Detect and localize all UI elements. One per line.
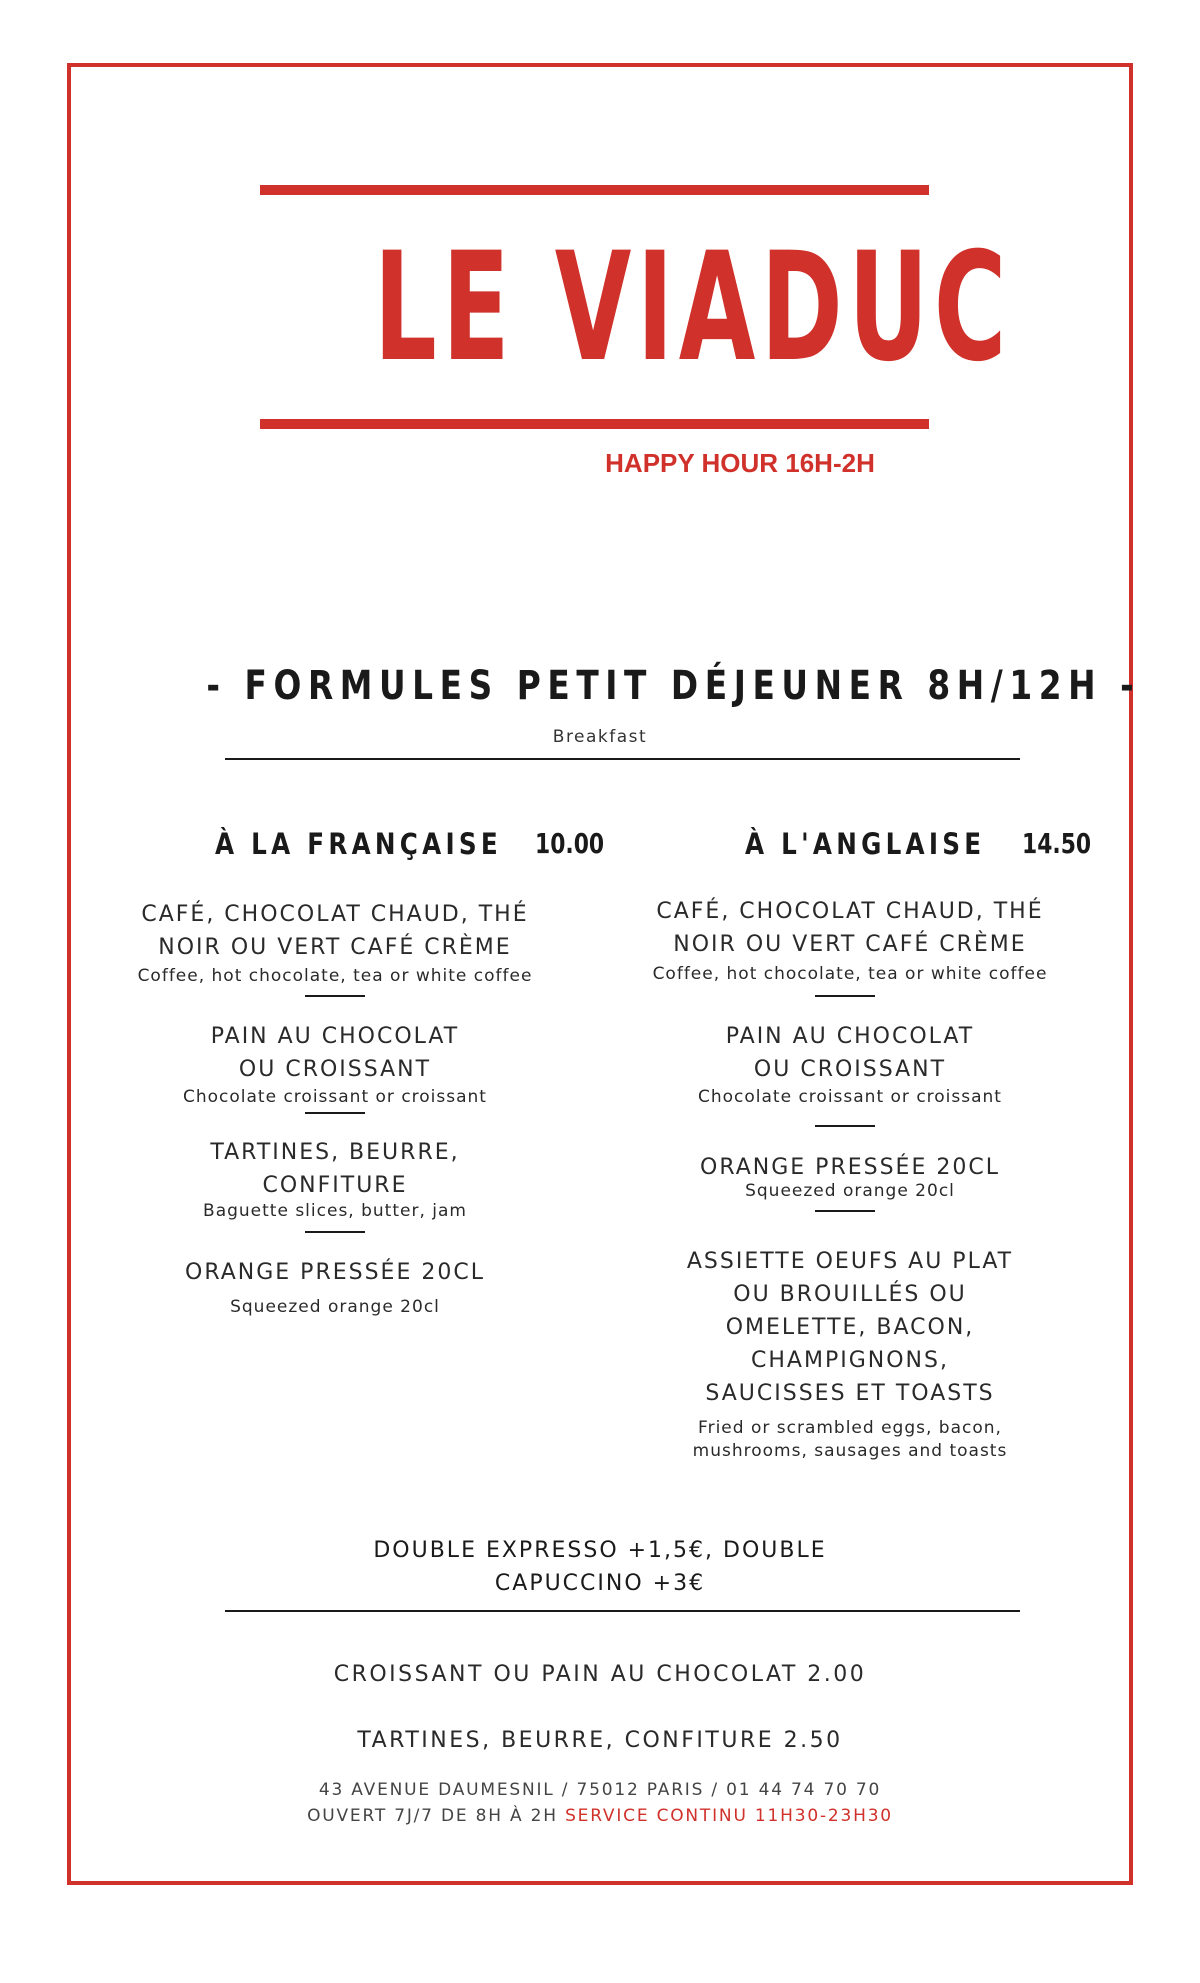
- service-hours: SERVICE CONTINU 11H30-23H30: [565, 1806, 893, 1826]
- francaise-price: 10.00: [535, 827, 605, 860]
- francaise-item-en: Chocolate croissant or croissant: [183, 1087, 487, 1107]
- brand-name: LE VIADUC: [373, 221, 1012, 395]
- anglaise-price: 14.50: [1022, 827, 1092, 860]
- francaise-item-en: Coffee, hot chocolate, tea or white coffee: [137, 966, 533, 986]
- anglaise-title: À L'ANGLAISE: [745, 827, 986, 861]
- croissant-item: CROISSANT OU PAIN AU CHOCOLAT 2.00: [333, 1662, 867, 1687]
- brand-top-rule: [260, 185, 929, 195]
- francaise-item-fr: PAIN AU CHOCOLAT OU CROISSANT: [210, 1024, 460, 1082]
- francaise-item-fr: TARTINES, BEURRE, CONFITURE: [210, 1140, 460, 1198]
- anglaise-separator: [815, 995, 875, 997]
- opening-hours: OUVERT 7J/7 DE 8H À 2H: [307, 1806, 558, 1826]
- anglaise-item-en: Chocolate croissant or croissant: [698, 1087, 1002, 1107]
- anglaise-item-fr: ORANGE PRESSÉE 20CL: [700, 1155, 1000, 1180]
- extras-divider: [225, 1610, 1020, 1612]
- anglaise-separator: [815, 1210, 875, 1212]
- opening-hours-line: [150, 1806, 1050, 1826]
- francaise-separator: [305, 1112, 365, 1114]
- francaise-item-fr: ORANGE PRESSÉE 20CL: [185, 1260, 485, 1285]
- tartines-item: TARTINES, BEURRE, CONFITURE 2.50: [357, 1728, 843, 1753]
- brand-bottom-rule: [260, 419, 929, 429]
- anglaise-item-fr: PAIN AU CHOCOLAT OU CROISSANT: [725, 1024, 975, 1082]
- anglaise-item-en: Coffee, hot chocolate, tea or white coffee: [652, 964, 1048, 984]
- francaise-item-en: Baguette slices, butter, jam: [203, 1201, 467, 1221]
- address: 43 AVENUE DAUMESNIL / 75012 PARIS / 01 44 74 70 70: [318, 1780, 882, 1800]
- francaise-title: À LA FRANÇAISE: [215, 827, 502, 861]
- anglaise-separator: [815, 1125, 875, 1127]
- anglaise-item-en: Fried or scrambled eggs, bacon, mushrooms, sausages and toasts: [692, 1418, 1008, 1461]
- section-divider: [225, 758, 1020, 760]
- anglaise-item-fr: CAFÉ, CHOCOLAT CHAUD, THÉ NOIR OU VERT CAFÉ CRÈME: [656, 899, 1044, 957]
- francaise-item-fr: CAFÉ, CHOCOLAT CHAUD, THÉ NOIR OU VERT CAFÉ CRÈME: [141, 902, 529, 960]
- anglaise-item-fr: ASSIETTE OEUFS AU PLAT OU BROUILLÉS OU OMELETTE, BACON, CHAMPIGNONS, SAUCISSES ET TOASTS: [686, 1249, 1014, 1406]
- francaise-separator: [305, 995, 365, 997]
- happy-hour: HAPPY HOUR 16H-2H: [605, 448, 875, 478]
- section-title: - FORMULES PETIT DÉJEUNER 8H/12H -: [206, 663, 1141, 709]
- supplements-note: DOUBLE EXPRESSO +1,5€, DOUBLE CAPUCCINO +3€: [373, 1538, 827, 1596]
- section-subtitle: Breakfast: [552, 727, 648, 747]
- anglaise-item-en: Squeezed orange 20cl: [745, 1181, 955, 1201]
- francaise-item-en: Squeezed orange 20cl: [230, 1297, 440, 1317]
- francaise-separator: [305, 1231, 365, 1233]
